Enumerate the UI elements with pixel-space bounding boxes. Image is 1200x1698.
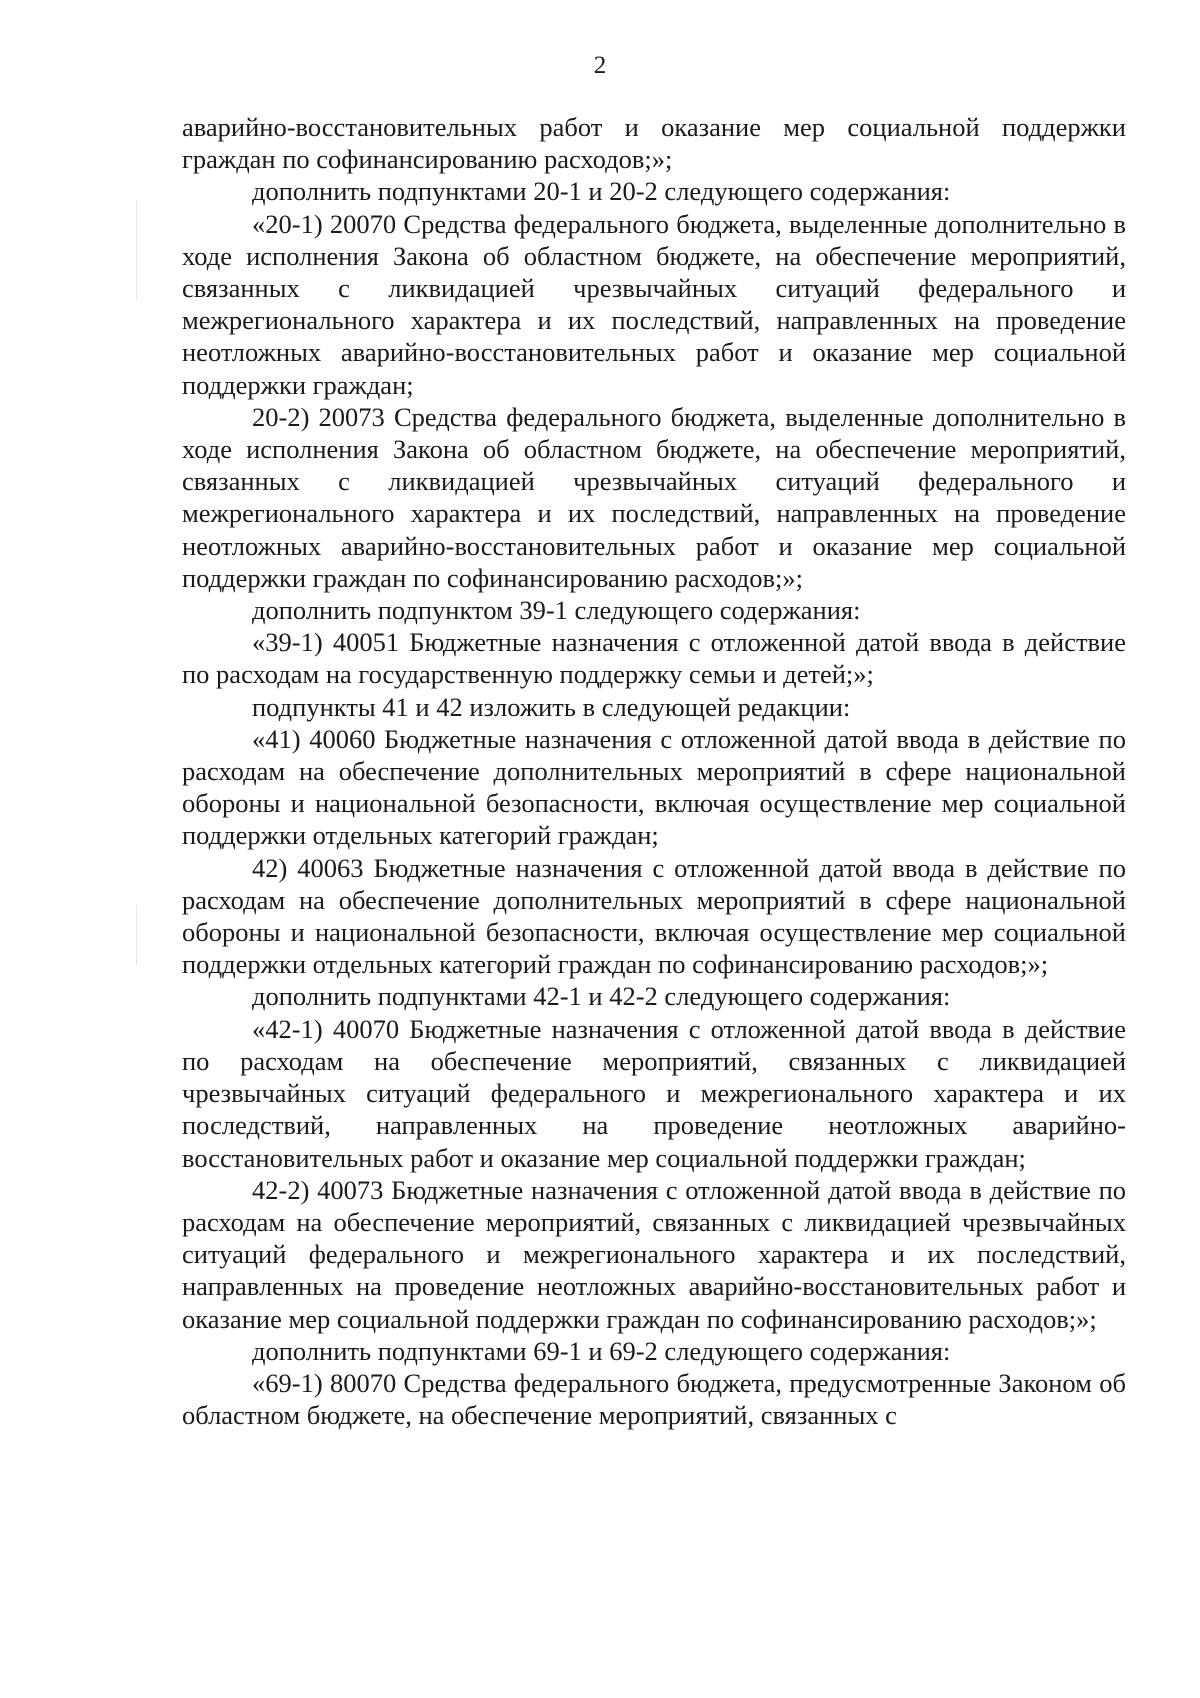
paragraph: дополнить подпунктом 39-1 следующего содержания:: [252, 595, 861, 626]
paragraph: 42) 40063 Бюджетные назначения с отложенной датой ввода в действие по расходам на обеспечение дополнительных мероприятий в сфере национальной обороны и национальной безопасности, включая осуществление мер социальной поддержки отдельных категорий граждан по софинансированию расходов;»;: [182, 852, 1126, 980]
paragraph: 20-2) 20073 Средства федерального бюджета, выделенные дополнительно в ходе исполнения Закона об областном бюджете, на обеспечение мероприятий, связанных с ликвидацией чрезвычайных ситуаций федерального и межрегионального характера и их последствий, направленных на проведение неотложных аварийно-восстановительных работ и оказание мер социальной поддержки граждан по софинансированию расходов;»;: [182, 401, 1126, 593]
paragraph: «39-1) 40051 Бюджетные назначения с отложенной датой ввода в действие по расходам на государственную поддержку семьи и детей;»;: [182, 627, 1126, 690]
paragraph: «69-1) 80070 Средства федерального бюджета, предусмотренные Законом об областном бюджете, на обеспечение мероприятий, связанных с: [182, 1367, 1126, 1431]
paragraph: 42-2) 40073 Бюджетные назначения с отложенной датой ввода в действие по расходам на обеспечение мероприятий, связанных с ликвидацией чрезвычайных ситуаций федерального и межрегионального характера и их последствий, направленных на проведение неотложных аварийно-восстановительных работ и оказание мер социальной поддержки граждан по софинансированию расходов;»;: [182, 1174, 1126, 1334]
paragraph: дополнить подпунктами 20-1 и 20-2 следующего содержания:: [252, 176, 951, 207]
paragraph: дополнить подпунктами 69-1 и 69-2 следующего содержания:: [252, 1335, 951, 1366]
document-body: [182, 111, 1126, 1431]
scan-artifact-line: [136, 905, 137, 965]
page-number: 2: [593, 52, 607, 79]
paragraph: «20-1) 20070 Средства федерального бюджета, выделенные дополнительно в ходе исполнения Закона об областном бюджете, на обеспечение мероприятий, связанных с ликвидацией чрезвычайных ситуаций федерального и межрегионального характера и их последствий, направленных на проведение неотложных аварийно-восстановительных работ и оказание мер социальной поддержки граждан;: [182, 208, 1126, 400]
scan-artifact-line: [136, 200, 137, 300]
paragraph: дополнить подпунктами 42-1 и 42-2 следующего содержания:: [252, 981, 951, 1012]
paragraph: подпункты 41 и 42 изложить в следующей редакции:: [252, 691, 851, 722]
paragraph: «41) 40060 Бюджетные назначения с отложенной датой ввода в действие по расходам на обеспечение дополнительных мероприятий в сфере национальной обороны и национальной безопасности, включая осуществление мер социальной поддержки отдельных категорий граждан;: [182, 723, 1126, 851]
paragraph: «42-1) 40070 Бюджетные назначения с отложенной датой ввода в действие по расходам на обеспечение мероприятий, связанных с ликвидацией чрезвычайных ситуаций федерального и межрегионального характера и их последствий, направленных на проведение неотложных аварийно-восстановительных работ и оказание мер социальной поддержки граждан;: [182, 1013, 1126, 1173]
paragraph: аварийно-восстановительных работ и оказание мер социальной поддержки граждан по софинансированию расходов;»;: [182, 112, 1126, 175]
